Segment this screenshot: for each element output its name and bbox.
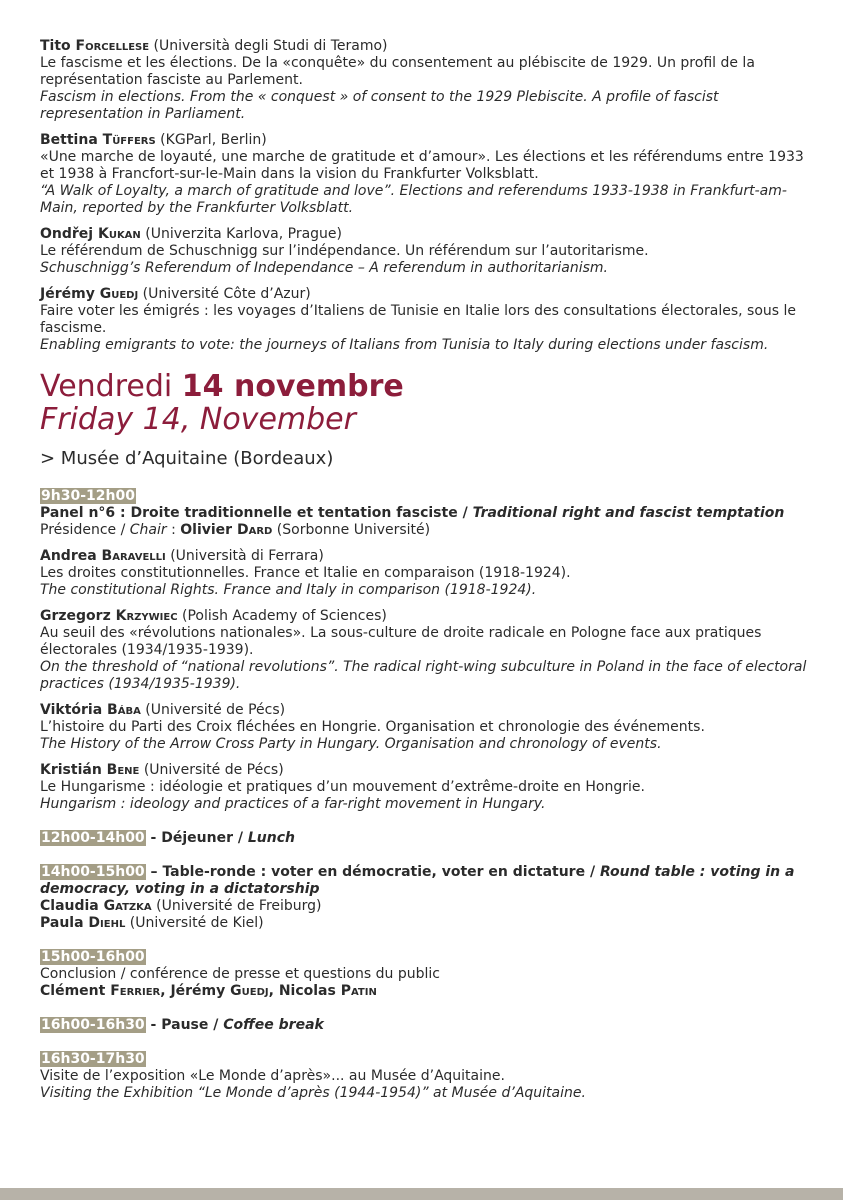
conclusion-speakers: Clément Ferrier, Jérémy Guedj, Nicolas Patin [40, 983, 377, 999]
speaker-name: Ondřej Kukan [40, 226, 141, 242]
speaker-affiliation: (Università degli Studi di Teramo) [153, 38, 388, 54]
day-heading-fr: Vendredi 14 novembre [40, 369, 404, 404]
speaker-name: Bettina Tüffers [40, 132, 156, 148]
speaker-name: Grzegorz Krzywiec [40, 608, 178, 624]
talk-title-fr: Faire voter les émigrés : les voyages d’Italiens de Tunisie en Italie lors des consultations électorales, sous le fascisme. [40, 303, 797, 336]
speaker-entry-bene [40, 762, 810, 813]
speaker-name: Viktória Bába [40, 702, 141, 718]
speaker-entry-baba [40, 702, 810, 753]
visit-text-en: Visiting the Exhibition “Le Monde d’après (1944-1954)” at Musée d’Aquitaine. [40, 1085, 586, 1101]
talk-title-en: On the threshold of “national revolutions”. The radical right-wing subculture in Poland in the face of electoral practices (1934/1935-1939). [40, 659, 807, 692]
speaker-affiliation: (Université Côte d’Azur) [142, 286, 311, 302]
speaker-name: Andrea Baravelli [40, 548, 166, 564]
talk-title-en: The constitutional Rights. France and Italy in comparison (1918-1924). [40, 582, 537, 598]
day-heading-en: Friday 14, November [40, 402, 356, 437]
program-page [40, 38, 810, 1111]
pause-slot: 16h00-16h30 - Pause / Coffee break [41, 1017, 324, 1033]
speaker-affiliation: (Univerzita Karlova, Prague) [145, 226, 342, 242]
panel-title: Panel n°6 : Droite traditionnelle et tentation fasciste / Traditional right and fascist temptation [40, 505, 785, 521]
speaker-name: Jérémy Guedj [40, 286, 139, 302]
speaker-entry-krzywiec [40, 608, 810, 693]
time-badge: 16h30-17h30 [41, 1051, 145, 1067]
conclusion-slot [40, 949, 810, 1000]
time-badge: 14h00-15h00 [41, 864, 145, 880]
speaker-entry-baravelli [40, 548, 810, 599]
talk-title-fr: Les droites constitutionnelles. France et Italie en comparaison (1918-1924). [40, 565, 571, 581]
speaker-entry-guedj [40, 286, 810, 354]
visit-slot [40, 1051, 810, 1102]
talk-title-fr: Le Hungarisme : idéologie et pratiques d’un mouvement d’extrême-droite en Hongrie. [40, 779, 645, 795]
conclusion-text: Conclusion / conférence de presse et questions du public [40, 966, 440, 982]
time-badge: 12h00-14h00 [41, 830, 145, 846]
talk-title-en: “A Walk of Loyalty, a march of gratitude and love”. Elections and referendums 1933-1938 in Frankfurt-am-Main, reported by the Frankfurter Volksblatt. [40, 183, 787, 216]
visit-text-fr: Visite de l’exposition «Le Monde d’après»... au Musée d’Aquitaine. [40, 1068, 505, 1084]
speaker-affiliation: (Polish Academy of Sciences) [182, 608, 387, 624]
talk-title-fr: L’histoire du Parti des Croix fléchées en Hongrie. Organisation et chronologie des événements. [40, 719, 705, 735]
day-heading [40, 370, 810, 436]
time-badge: 9h30-12h00 [41, 488, 135, 504]
speaker-affiliation: (Université de Pécs) [143, 762, 284, 778]
talk-title-fr: Le fascisme et les élections. De la «conquête» du consentement au plébiscite de 1929. Un profil de la représentation fasciste au Parlement. [40, 55, 755, 88]
speaker-affiliation: (KGParl, Berlin) [160, 132, 267, 148]
panel-6 [40, 488, 810, 539]
roundtable-slot: 14h00-15h00 – Table-ronde : voter en démocratie, voter en dictature / Round table : voting in a democracy, voting in a dictatorship Claudia Gatzka (Université de Freiburg) Paula Diehl (Université de Kiel) [40, 864, 810, 932]
talk-title-en: The History of the Arrow Cross Party in Hungary. Organisation and chronology of events. [40, 736, 662, 752]
footer-bar [0, 1188, 843, 1200]
talk-title-en: Hungarism : ideology and practices of a far-right movement in Hungary. [40, 796, 546, 812]
speaker-name: Kristián Bene [40, 762, 140, 778]
speaker-name: Tito Forcellese [40, 38, 150, 54]
venue: > Musée d’Aquitaine (Bordeaux) [40, 448, 334, 469]
talk-title-fr: Le référendum de Schuschnigg sur l’indépendance. Un référendum sur l’autoritarisme. [40, 243, 649, 259]
talk-title-fr: «Une marche de loyauté, une marche de gratitude et d’amour». Les élections et les référendums entre 1933 et 1938 à Francfort-sur-le-Main dans la vision du Frankfurter Volksblatt. [40, 149, 804, 182]
talk-title-en: Fascism in elections. From the « conquest » of consent to the 1929 Plebiscite. A profile of fascist representation in Parliament. [40, 89, 719, 122]
panel-chair: Présidence / Chair : Olivier Dard (Sorbonne Université) [40, 522, 431, 538]
talk-title-en: Enabling emigrants to vote: the journeys of Italians from Tunisia to Italy during elections under fascism. [40, 337, 769, 353]
roundtable-participant: Paula Diehl (Université de Kiel) [40, 915, 264, 931]
speaker-entry-forcellese [40, 38, 810, 123]
roundtable-participant: Claudia Gatzka (Université de Freiburg) [40, 898, 322, 914]
speaker-entry-kukan [40, 226, 810, 277]
time-badge: 15h00-16h00 [41, 949, 145, 965]
talk-title-en: Schuschnigg’s Referendum of Independance – A referendum in authoritarianism. [40, 260, 608, 276]
lunch-slot: 12h00-14h00 - Déjeuner / Lunch [41, 830, 295, 846]
talk-title-fr: Au seuil des «révolutions nationales». La sous-culture de droite radicale en Pologne face aux pratiques électorales (1934/1935-1939). [40, 625, 762, 658]
time-badge: 16h00-16h30 [41, 1017, 145, 1033]
speaker-affiliation: (Università di Ferrara) [170, 548, 324, 564]
speaker-entry-tuffers [40, 132, 810, 217]
speaker-affiliation: (Université de Pécs) [145, 702, 286, 718]
